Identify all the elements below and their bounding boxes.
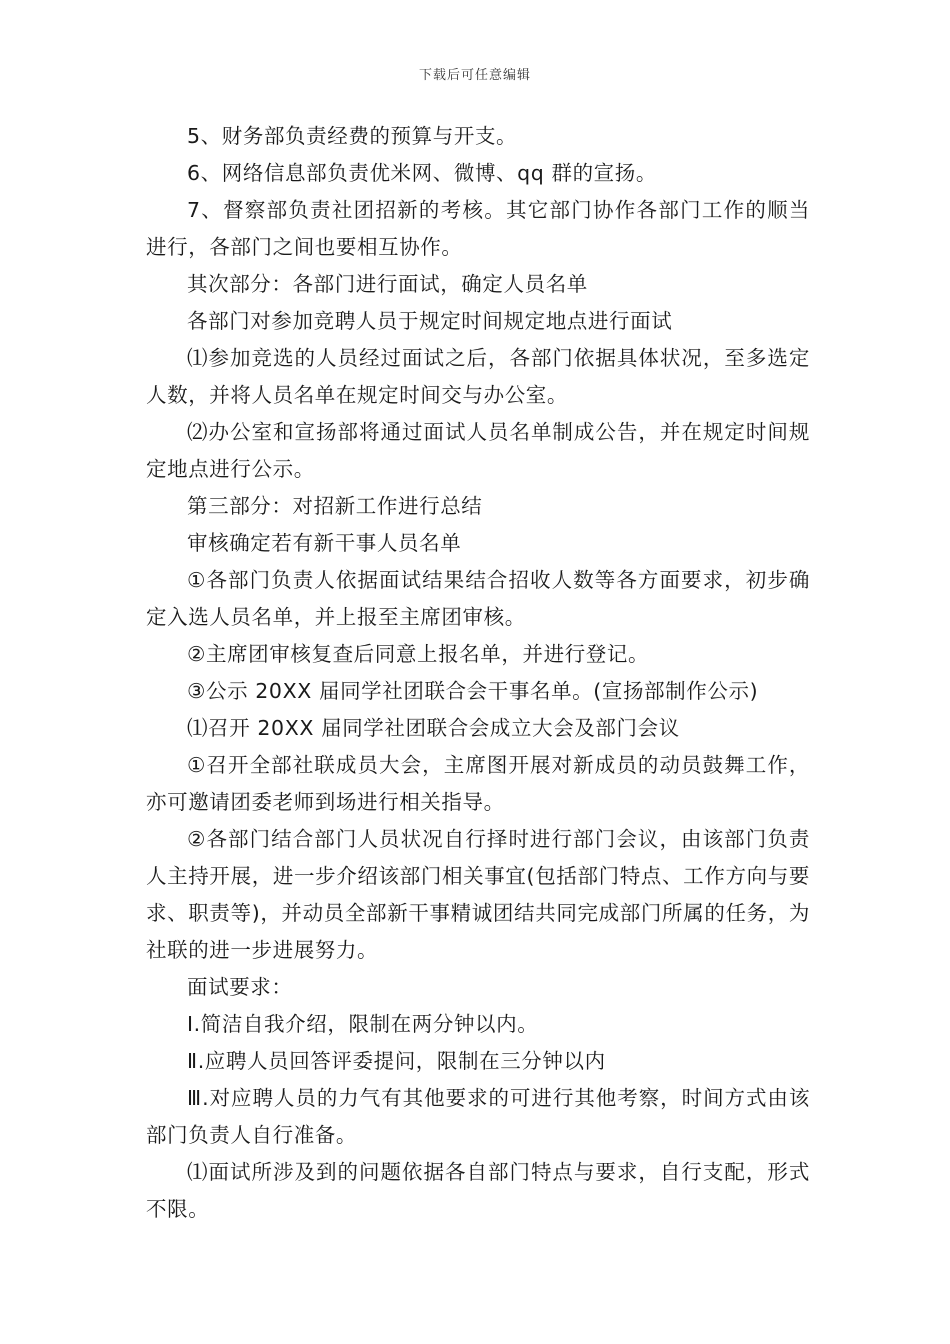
paragraph-requirement-3: Ⅲ.对应聘人员的力气有其他要求的可进行其他考察，时间方式由该部门负责人自行准备。 — [146, 1086, 810, 1147]
page-header: 下载后可任意编辑 — [418, 68, 531, 83]
paragraph-requirement-1: Ⅰ.简洁自我介绍，限制在两分钟以内。 — [187, 1012, 539, 1036]
paragraph-meeting-step-1: ①召开全部社联成员大会，主席图开展对新成员的动员鼓舞工作，亦可邀请团委老师到场进行相关指导。 — [146, 753, 810, 814]
section-heading-part-three: 第三部分：对招新工作进行总结 — [187, 494, 483, 518]
section-heading-interview-requirements: 面试要求： — [187, 975, 293, 999]
paragraph-requirement-note: ⑴面试所涉及到的问题依据各自部门特点与要求，自行支配，形式不限。 — [146, 1160, 810, 1221]
paragraph-meeting-heading: ⑴召开 20XX 届同学社团联合会成立大会及部门会议 — [187, 716, 680, 740]
document-body — [146, 118, 810, 1228]
paragraph-requirement-2: Ⅱ.应聘人员回答评委提问，限制在三分钟以内 — [187, 1049, 606, 1073]
paragraph-review-step-3: ③公示 20XX 届同学社团联合会干事名单。(宣扬部制作公示) — [187, 679, 759, 703]
paragraph-review-step-1: ①各部门负责人依据面试结果结合招收人数等各方面要求，初步确定入选人员名单，并上报至主席团审核。 — [146, 568, 810, 629]
paragraph-interview-announcement: ⑵办公室和宣扬部将通过面试人员名单制成公告，并在规定时间规定地点进行公示。 — [146, 420, 810, 481]
paragraph-interview-intro: 各部门对参加竞聘人员于规定时间规定地点进行面试 — [187, 309, 673, 333]
paragraph-supervision: 7、督察部负责社团招新的考核。其它部门协作各部门工作的顺当进行，各部门之间也要相互协作。 — [146, 198, 810, 259]
paragraph-review-intro: 审核确定若有新干事人员名单 — [187, 531, 462, 555]
paragraph-network-info: 6、网络信息部负责优米网、微博、qq 群的宣扬。 — [187, 161, 657, 185]
paragraph-review-step-2: ②主席团审核复查后同意上报名单，并进行登记。 — [187, 642, 650, 666]
paragraph-finance: 5、财务部负责经费的预算与开支。 — [187, 124, 518, 148]
paragraph-interview-selection: ⑴参加竞选的人员经过面试之后，各部门依据具体状况，至多选定人数，并将人员名单在规定时间交与办公室。 — [146, 346, 810, 407]
section-heading-part-two: 其次部分：各部门进行面试，确定人员名单 — [187, 272, 588, 296]
paragraph-meeting-step-2: ②各部门结合部门人员状况自行择时进行部门会议，由该部门负责人主持开展，进一步介绍该部门相关事宜(包括部门特点、工作方向与要求、职责等)，并动员全部新干事精诚团结共同完成部门所属的任务，为社联的进一步进展努力。 — [146, 827, 810, 962]
